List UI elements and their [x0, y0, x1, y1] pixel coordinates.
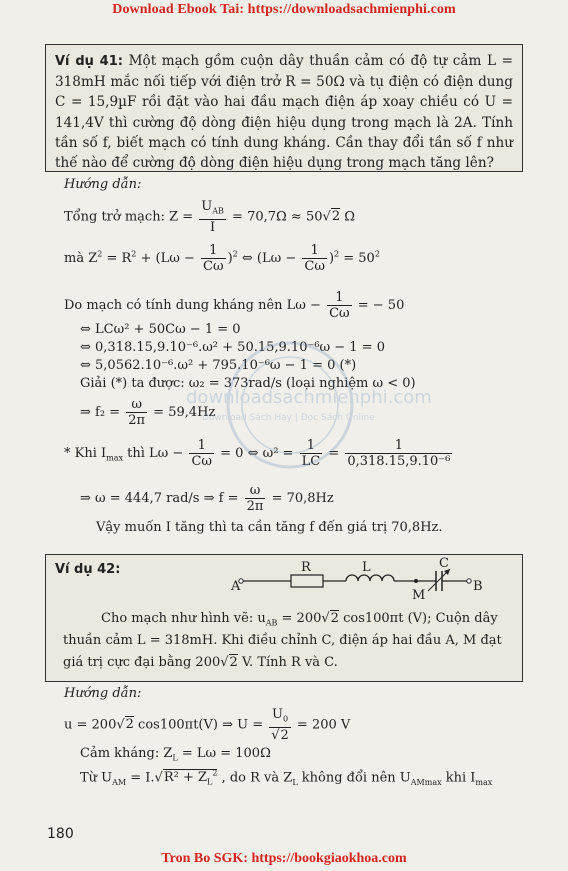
- solution-41-line-6: ⇔ 5,0562.10⁻⁶.ω² + 795.10⁻⁶ω − 1 = 0 (*): [80, 358, 357, 373]
- solution-41-line-8: ⇒ f₂ = $\frac{\omega}{2\pi}$ = 59,4Hz: [80, 397, 216, 428]
- example-42-line-3: giá trị cực đại bằng 200√2 V. Tính R và C.: [63, 655, 338, 670]
- solution-41-line-2: mà $Z^2 = R^2 + (L\omega$ − $\frac{1}{C\omega}$ )$^2$ ⇔ (Lω − $\frac{1}{C\omega}$ )$^2 = 50^2$: [64, 243, 380, 274]
- node-B-label: B: [473, 579, 483, 594]
- solution-41-line-5: ⇔ 0,318.15,9.10⁻⁶.ω² + 50.15,9.10⁻⁶ω − 1 = 0: [80, 340, 385, 355]
- watermark-sub: Download Sách Hay | Đọc Sách Online: [202, 413, 375, 423]
- solution-41-line-7: Giải (*) ta được: ω₂ = 373rad/s (loại nghiệm ω < 0): [80, 376, 416, 391]
- inductor-symbol: [346, 575, 394, 581]
- inductor-label: L: [362, 560, 371, 575]
- solution-41-line-4: ⇔ LCω² + 50Cω − 1 = 0: [80, 322, 241, 337]
- capacitor-label: C: [439, 556, 449, 571]
- solution-42-line-3: Từ $U_{AM} = I.√R^2 + Z_L^2$ , do R và $Z_L$ không đổi nên $U_{AMmax}$ khi $I_{max}$: [80, 769, 493, 787]
- solution-41-conclusion: Vậy muốn I tăng thì ta cần tăng f đến giá trị 70,8Hz.: [96, 520, 443, 535]
- example-41-label: Ví dụ 41:: [55, 54, 123, 69]
- solution-41-line-10: ⇒ ω = 444,7 rad/s ⇒ f = $\frac{\omega}{2\pi}$ = 70,8Hz: [80, 483, 334, 514]
- watermark: [180, 335, 432, 485]
- resistor-symbol: [291, 575, 323, 587]
- example-42-line-2: thuần cảm L = 318mH. Khi điều chỉnh C, điện áp hai đầu A, M đạt: [63, 633, 502, 648]
- node-M-label: M: [412, 588, 426, 603]
- solution-41-line-9: * Khi $I_{max}$ thì Lω − $\frac{1}{C\omega}$ = 0 ⇔ ω² = $\frac{1}{LC}$ = $\frac{1}{\text{0,318.15,9.10⁻⁶}}$: [64, 438, 451, 469]
- node-A-label: A: [231, 579, 241, 594]
- solution-42-line-1: u = 200√2 cos100πt(V) ⇒ U = $\frac{U_0}{√2}$ = 200 V: [64, 707, 351, 743]
- page-number: 180: [47, 826, 74, 842]
- solution-42-heading: Hướng dẫn:: [64, 686, 142, 701]
- solution-41-line-1: Tổng trở mạch: Z = $\frac{U_{AB}}{I}$ = 70,7Ω ≈ 50√2 Ω: [64, 199, 356, 235]
- example-42-box: [45, 554, 523, 682]
- watermark-logo-icon: [180, 335, 400, 485]
- resistor-label: R: [301, 560, 311, 575]
- watermark-url: downloadsachmienphi.com: [186, 387, 432, 408]
- header-link[interactable]: Download Ebook Tai: https://downloadsachmienphi.com: [112, 2, 456, 17]
- example-42-line-1: Cho mạch như hình vẽ: $u_{AB} = 200√2$ cos100πt (V); Cuộn dây: [101, 611, 498, 628]
- example-42-label: Ví dụ 42:: [55, 562, 121, 577]
- solution-41-heading: Hướng dẫn:: [64, 177, 142, 192]
- example-41-box: [45, 44, 523, 172]
- solution-41-line-3: Do mạch có tính dung kháng nên Lω − $\frac{1}{C\omega}$ = − 50: [64, 290, 405, 321]
- footer-link[interactable]: Tron Bo SGK: https://bookgiaokhoa.com: [161, 851, 407, 866]
- example-41-text: Một mạch gồm cuộn dây thuần cảm có độ tự cảm L = 318mH mắc nối tiếp với điện trở R = 50Ω và tụ điện có điện dung C = 15,9µF rồi đặt vào hai đầu mạch điện áp xoay chiều có U = 141,4V thì cường độ dòng điện hiệu dụng trong mạch là 2A. Tính tần số f, biết mạch có tính dung kháng. Cần thay đổi tần số f như thế nào để cường độ dòng điện hiệu dụng trong mạch tăng lên?: [55, 53, 514, 172]
- solution-42-line-2: Cảm kháng: $Z_L = L\omega = 100\Omega$: [80, 746, 271, 763]
